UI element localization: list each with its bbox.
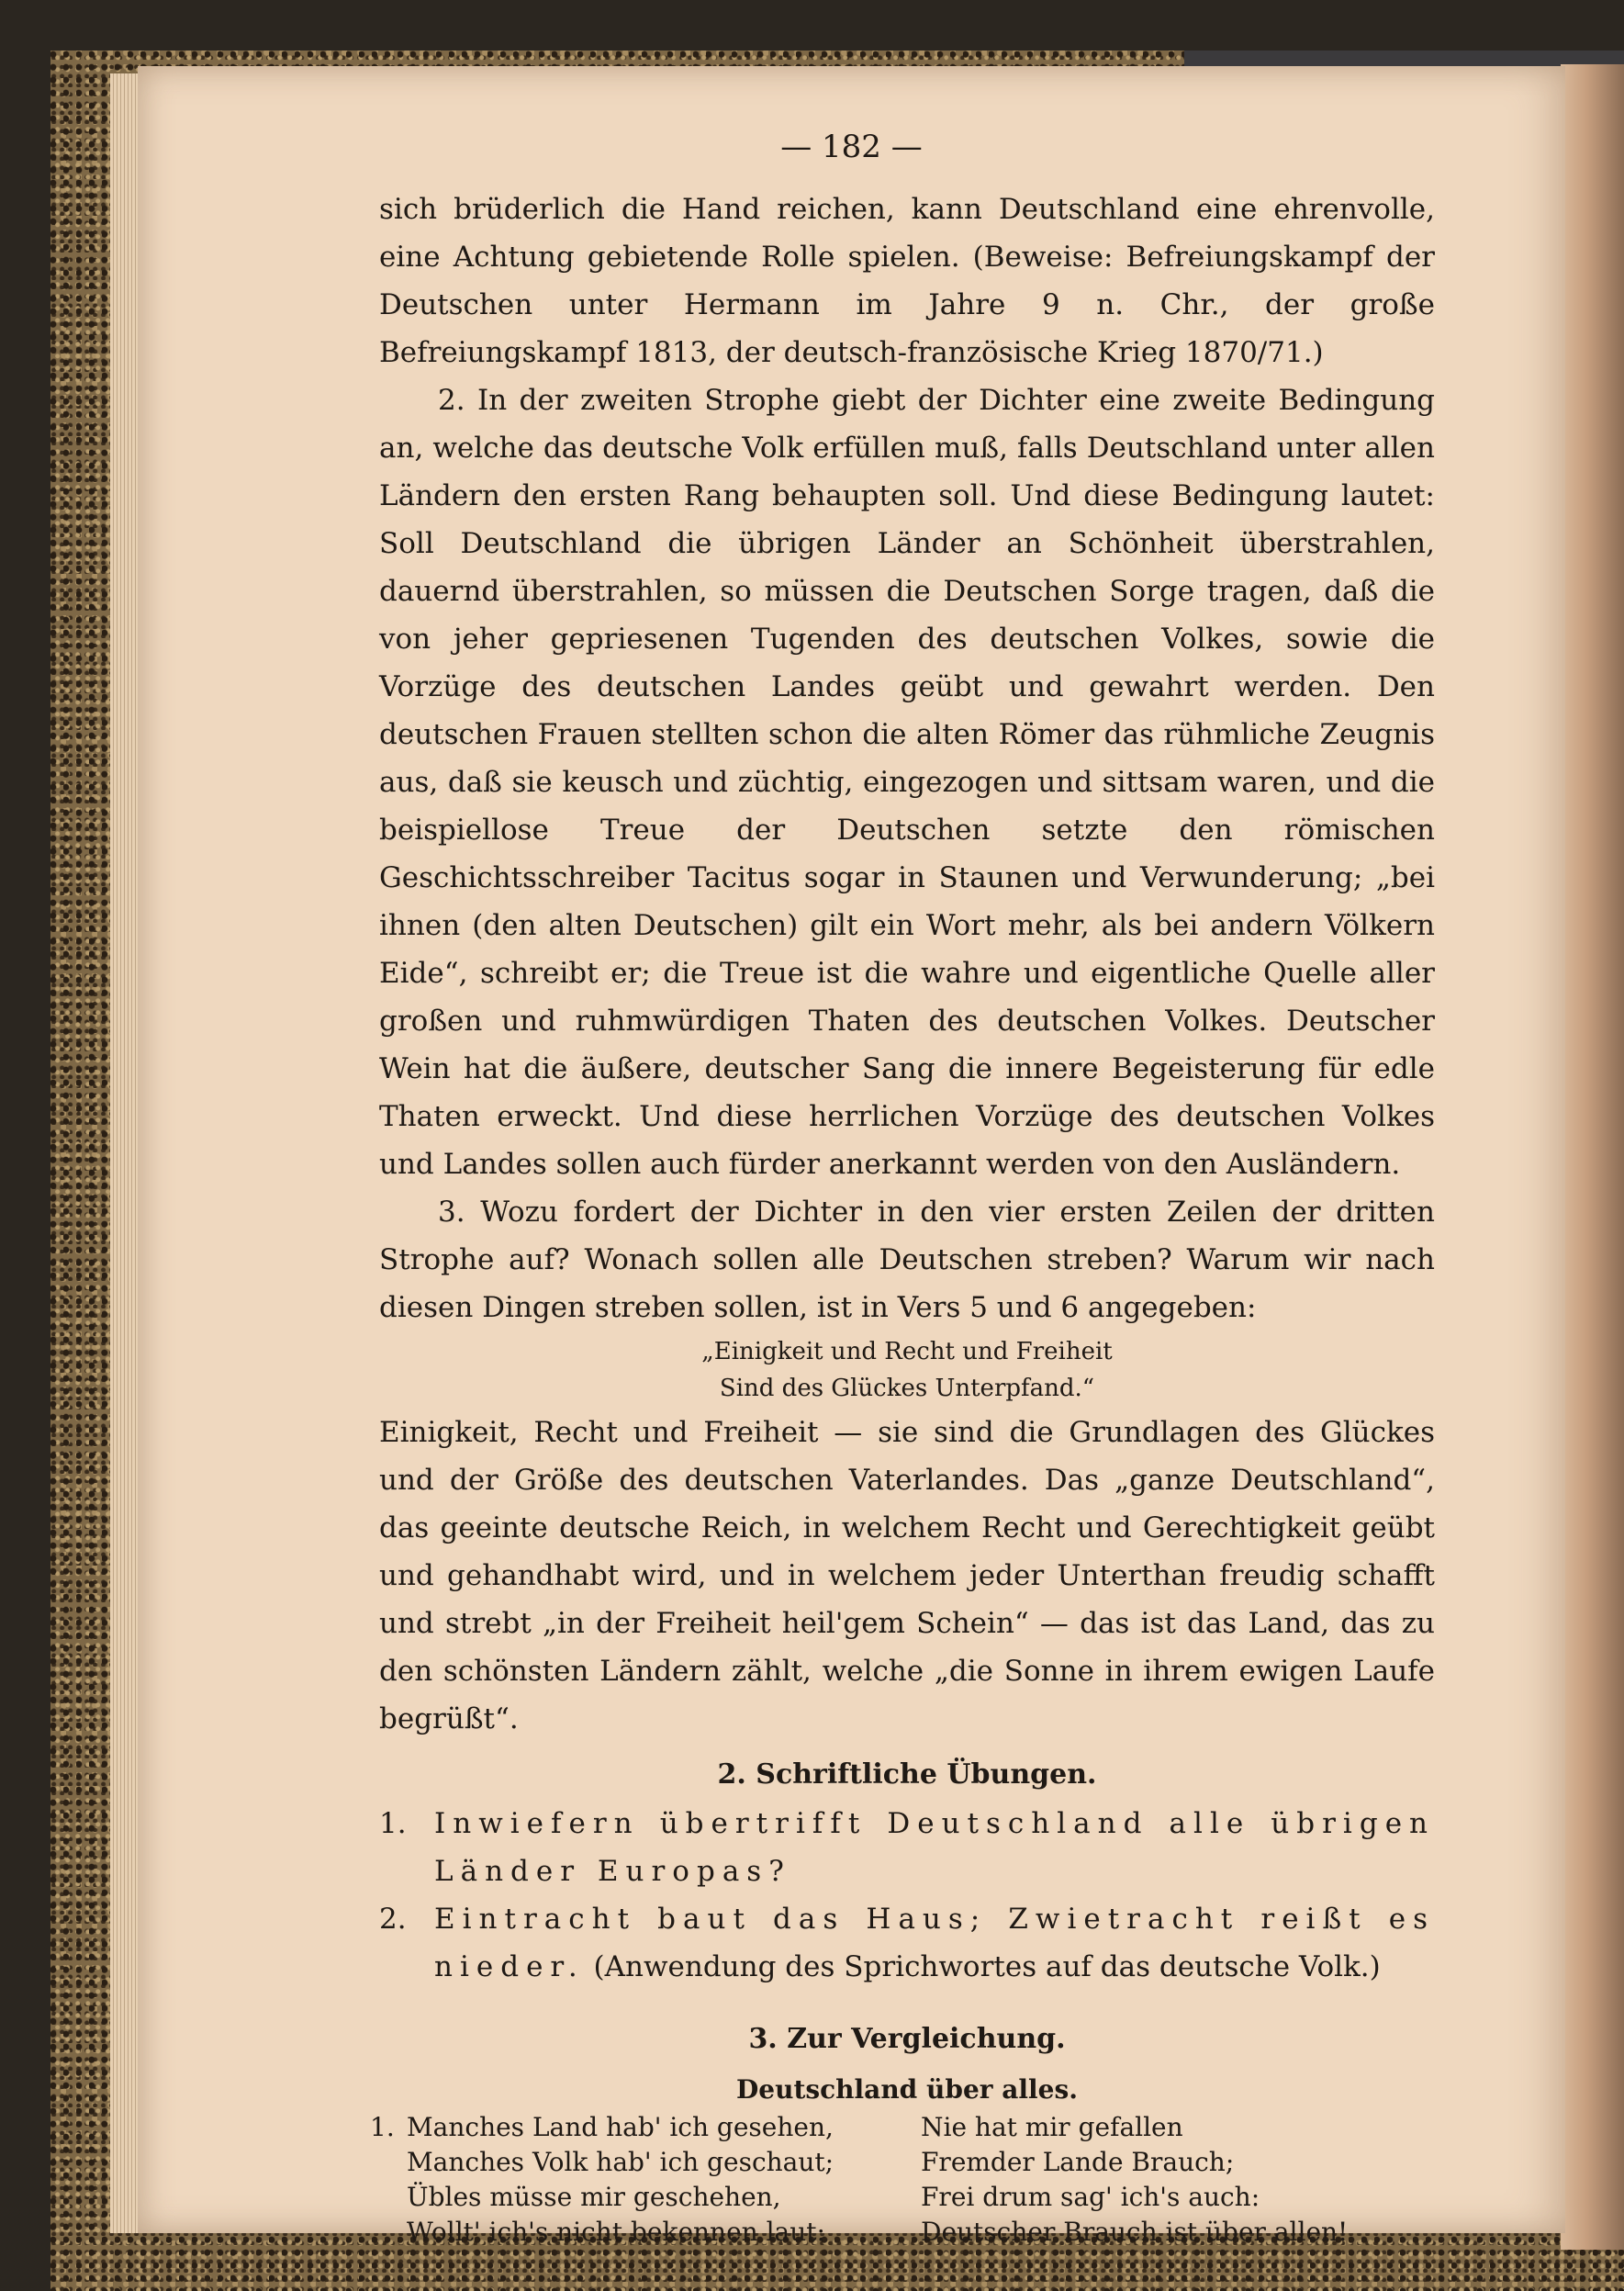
exercise-text: [434, 1895, 1435, 1991]
stanza-number: 1.: [370, 2112, 395, 2142]
next-page-edge: [1561, 64, 1624, 2250]
quote-line-2: Sind des Glückes Unterpfand.“: [719, 1375, 1095, 1402]
paragraph-1: sich brüderlich die Hand reichen, kann Deutschland eine ehrenvolle, eine Achtung gebietende Rolle spielen. (Beweise: Befreiungskampf der Deutschen unter Hermann im Jahre 9 n. Chr., der große Befreiungskampf 1813, der deutsch-französische Krieg 1870/71.): [379, 193, 1435, 369]
exercise-number: 1.: [379, 1807, 407, 1840]
paragraph-2: 2. In der zweiten Strophe giebt der Dichter eine zweite Bedingung an, welche das deutsche Volk erfüllen muß, falls Deutschland unter allen Ländern den ersten Rang behaupten soll. Und diese Bedingung lautet: Soll Deutschland die übrigen Länder an Schönheit überstrahlen, dauernd überstrahlen, so müssen die Deutschen Sorge tragen, daß die von jeher gepriesenen Tugenden des deutschen Volkes, sowie die Vorzüge des deutschen Landes geübt und gewahrt werden. Den deutschen Frauen stellten schon die alten Römer das rühmliche Zeugnis aus, daß sie keusch und züchtig, eingezogen und sittsam waren, und die beispiellose Treue der Deutschen setzte den römischen Geschichtsschreiber Tacitus sogar in Staunen und Verwunderung; „bei ihnen (den alten Deutschen) gilt ein Wort mehr, als bei andern Völkern Eide“, schreibt er; die Treue ist die wahre und eigentliche Quelle aller großen und ruhmwürdigen Thaten des deutschen Volkes. Deutscher Wein hat die äußere, deutscher Sang die innere Begeisterung für edle Thaten erweckt. Und diese herrlichen Vorzüge des deutschen Volkes und Landes sollen auch fürder anerkannt werden von den Ausländern.: [379, 384, 1435, 1181]
poem-line: Deutscher Brauch ist über allen!: [921, 2217, 1349, 2247]
exercise-item: [379, 1895, 1435, 1991]
poem-line: Wollt' ich's nicht bekennen laut:: [407, 2217, 825, 2247]
poem-line: Frei drum sag' ich's auch:: [921, 2182, 1260, 2212]
poem-line: Manches Land hab' ich gesehen,: [407, 2112, 834, 2142]
poem-left-column: [407, 2110, 921, 2250]
exercise-number: 2.: [379, 1903, 407, 1936]
poem-right-column: [921, 2110, 1435, 2250]
poem-stanza: [370, 2110, 1435, 2250]
exercise-text-spaced: Eintracht baut das Haus; Zwietracht reißt es nieder.: [434, 1903, 1435, 1983]
book-page: [138, 66, 1565, 2247]
exercise-item: [379, 1800, 1435, 1895]
section-heading-comparison: 3. Zur Vergleichung.: [748, 2023, 1066, 2055]
exercise-text: Inwiefern übertrifft Deutschland alle übrigen Länder Europas?: [434, 1807, 1435, 1888]
quote-line-1: „Einigkeit und Recht und Freiheit: [701, 1338, 1113, 1365]
paragraph-3: 3. Wozu fordert der Dichter in den vier ersten Zeilen der dritten Strophe auf? Wonach sollen alle Deutschen streben? Warum wir nach diesen Dingen streben sollen, ist in Vers 5 und 6 angegeben:: [379, 1196, 1435, 1324]
poem-line: Fremder Lande Brauch;: [921, 2147, 1235, 2177]
section-heading-exercises: 2. Schriftliche Übungen.: [717, 1758, 1097, 1791]
poem-line: Nie hat mir gefallen: [921, 2112, 1183, 2142]
paragraph-4: Einigkeit, Recht und Freiheit — sie sind die Grundlagen des Glückes und der Größe des deutschen Vaterlandes. Das „ganze Deutschland“, das geeinte deutsche Reich, in welchem Recht und Gerechtigkeit geübt und gehandhabt wird, und in welchem jeder Unterthan freudig schafft und strebt „in der Freiheit heil'gem Schein“ — das ist das Land, das zu den schönsten Ländern zählt, welche „die Sonne in ihrem ewigen Laufe begrüßt“.: [379, 1416, 1435, 1735]
page-number: — 182 —: [780, 129, 923, 165]
exercise-text-note: (Anwendung des Sprichwortes auf das deutsche Volk.): [584, 1950, 1381, 1983]
poem-line: Übles müsse mir geschehen,: [407, 2182, 781, 2212]
poem-line: Manches Volk hab' ich geschaut;: [407, 2147, 834, 2177]
poem-title: Deutschland über alles.: [735, 2074, 1078, 2105]
page-content: [370, 185, 1435, 2250]
